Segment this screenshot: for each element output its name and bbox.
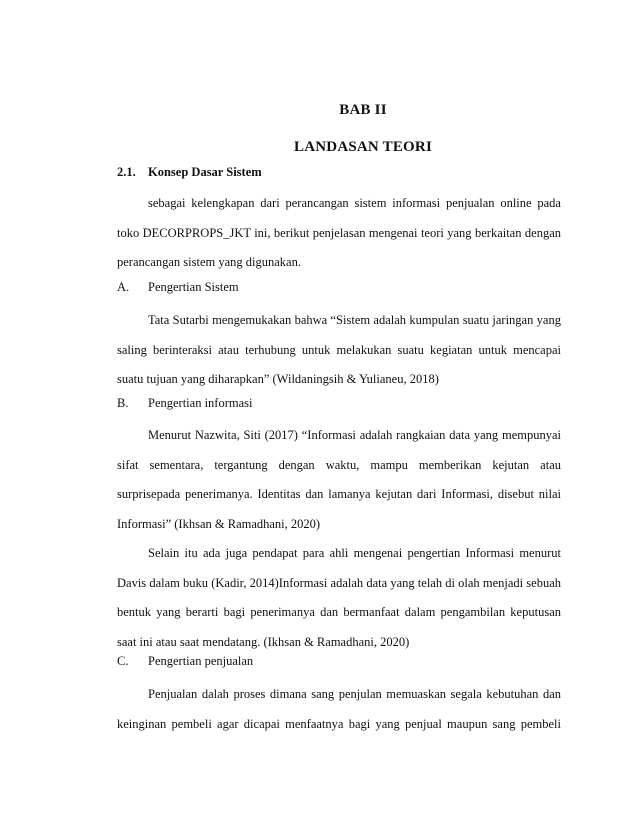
paragraph-line: keinginan pembeli agar dicapai menfaatnya bagi yang penjual maupun sang pembeli — [117, 716, 561, 731]
paragraph-line: bentuk yang berarti bagi penerimanya dan bermanfaat dalam pengambilan keputusan — [117, 605, 561, 619]
paragraph-line: sifat sementara, tergantung dengan waktu, mampu memberikan kejutan atau — [117, 457, 561, 472]
paragraph-line: toko DECORPROPS_JKT ini, berikut penjelasan mengenai teori yang berkaitan dengan — [117, 225, 561, 240]
subheading-c — [117, 654, 253, 669]
paragraph-line: Menurut Nazwita, Siti (2017) “Informasi adalah rangkaian data yang mempunyai — [148, 428, 561, 442]
subheading-b — [117, 396, 253, 411]
intro-paragraph — [117, 189, 561, 278]
paragraph-penjualan — [117, 680, 561, 739]
paragraph-line: Davis dalam buku (Kadir, 2014)Informasi adalah data yang telah di olah menjadi sebuah — [117, 575, 561, 590]
paragraph-line: saling berinteraksi atau terhubung untuk melakukan suatu kegiatan untuk mencapai — [117, 342, 561, 357]
paragraph-sistem — [117, 306, 561, 395]
subheading-title: Pengertian Sistem — [148, 280, 239, 294]
subheading-number: A. — [117, 280, 130, 294]
section-title: Konsep Dasar Sistem — [148, 165, 262, 179]
chapter-number: BAB II — [339, 102, 387, 118]
paragraph-line: Tata Sutarbi mengemukakan bahwa “Sistem adalah kumpulan suatu jaringan yang — [148, 313, 561, 327]
paragraph-informasi-2 — [117, 539, 561, 657]
paragraph-line: Selain itu ada juga pendapat para ahli mengenai pengertian Informasi menurut — [148, 546, 561, 560]
subheading-number: B. — [117, 396, 129, 410]
subheading-title: Pengertian penjualan — [148, 654, 254, 668]
paragraph-line: Penjualan dalah proses dimana sang penjulan memuaskan segala kebutuhan dan — [148, 687, 561, 701]
paragraph-line: perancangan sistem yang digunakan. — [117, 255, 301, 269]
section-heading — [117, 165, 262, 180]
paragraph-line: suatu tujuan yang diharapkan” (Wildaningsih & Yulianeu, 2018) — [117, 372, 439, 386]
chapter-title: LANDASAN TEORI — [294, 139, 432, 155]
section-number: 2.1. — [117, 165, 136, 179]
subheading-title: Pengertian informasi — [148, 396, 253, 410]
paragraph-line: surprisepada penerimanya. Identitas dan lamanya kejutan dari Informasi, disebut nilai — [117, 487, 561, 501]
subheading-number: C. — [117, 654, 129, 668]
paragraph-line: saat ini atau saat mendatang. (Ikhsan & Ramadhani, 2020) — [117, 634, 410, 649]
subheading-a — [117, 280, 239, 295]
paragraph-line: Informasi” (Ikhsan & Ramadhani, 2020) — [117, 516, 321, 531]
paragraph-informasi — [117, 421, 561, 539]
paragraph-line: sebagai kelengkapan dari perancangan sistem informasi penjualan online pada — [148, 196, 561, 210]
